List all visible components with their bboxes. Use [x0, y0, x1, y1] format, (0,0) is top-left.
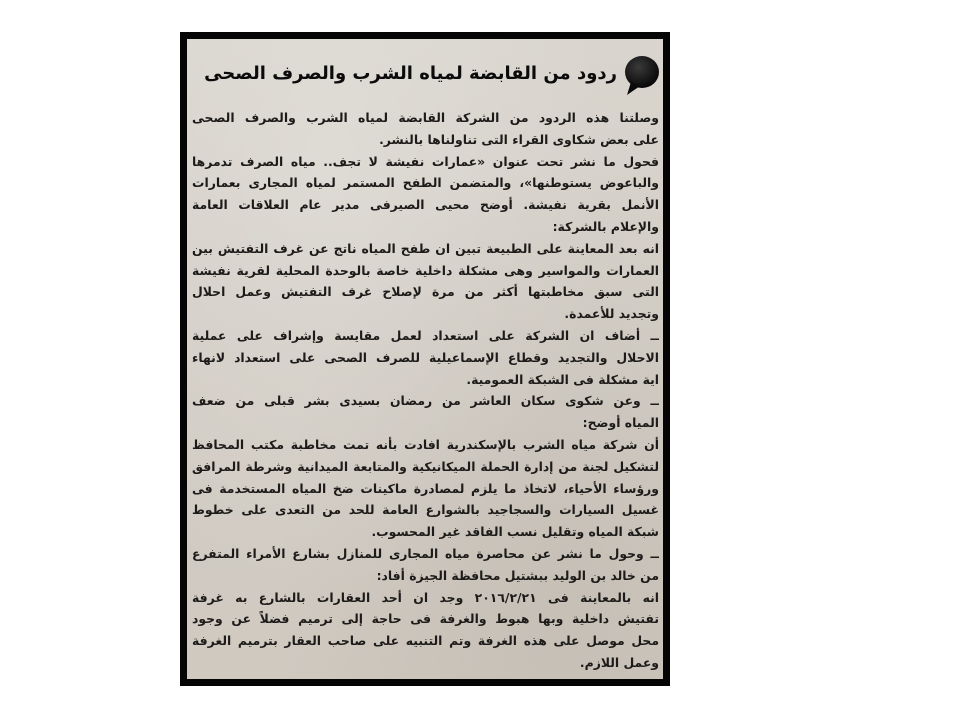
headline: ردود من القابضة لمياه الشرب والصرف الصحى: [204, 63, 617, 84]
speech-bubble-icon: [621, 53, 661, 97]
body-line: [192, 565, 659, 587]
body-line: [192, 347, 659, 369]
body-line: [192, 652, 659, 674]
body-line: [192, 521, 659, 543]
article-body: [192, 107, 659, 674]
body-line: [192, 543, 659, 565]
line-text: أن شركة مياه الشرب بالإسكندرية افادت بأنه تمت مخاطبة مكتب المحافظ: [192, 436, 659, 452]
body-line: [192, 412, 659, 434]
news-clipping: [187, 39, 663, 679]
clipping-frame: [180, 32, 670, 686]
line-text: انه بالمعاينة فى ٢٠١٦/٢/٢١ وجد ان أحد العقارات بالشارع به غرفة: [192, 589, 659, 605]
line-text: وعمل اللازم.: [579, 654, 659, 670]
line-text: الاحلال والتجديد وقطاع الإسماعيلية للصرف الصحى على استعداد لانهاء: [192, 349, 659, 365]
line-text: العمارات والمواسير وهى مشكلة داخلية خاصة بالوحدة المحلية لقرية نفيشة: [192, 262, 659, 278]
line-text: انه بعد المعاينة على الطبيعة تبين ان طفح المياه ناتج عن غرف التفتيش بين: [192, 240, 659, 256]
body-line: [192, 478, 659, 500]
body-line: [192, 260, 659, 282]
body-line: [192, 499, 659, 521]
line-text: الأنمل بقرية نفيشة. أوضح محيى الصيرفى مدير عام العلاقات العامة: [192, 197, 659, 213]
line-text: فحول ما نشر تحت عنوان «عمارات نفيشة لا تجف.. مياه الصرف تدمرها: [192, 153, 659, 169]
line-text: والإعلام بالشركة:: [552, 218, 659, 234]
line-text: ورؤساء الأحياء، لاتخاذ ما يلزم لمصادرة ماكينات ضخ المياه المستخدمة فى: [192, 480, 659, 496]
body-line: [192, 587, 659, 609]
body-line: [192, 238, 659, 260]
line-text: ــ أضاف ان الشركة على استعداد لعمل مقايسة وإشراف على عملية: [192, 327, 659, 343]
line-text: التى سبق مخاطبتها أكثر من مرة لإصلاح غرف التفتيش وعمل احلال: [192, 284, 659, 300]
body-line: [192, 390, 659, 412]
line-text: غسيل السيارات والسجاجيد بالشوارع العامة للحد من التعدى على خطوط: [192, 502, 659, 518]
line-text: ــ وعن شكوى سكان العاشر من رمضان بسيدى بشر قبلى من ضعف: [192, 393, 659, 409]
body-line: [192, 281, 659, 303]
line-text: ــ وحول ما نشر عن محاصرة مياه المجارى للمنازل بشارع الأمراء المتفرع: [192, 545, 659, 561]
body-line: [192, 172, 659, 194]
line-text: المياه أوضح:: [582, 415, 659, 431]
body-line: [192, 630, 659, 652]
body-line: [192, 434, 659, 456]
line-text: وصلتنا هذه الردود من الشركة القابضة لمياه الشرب والصرف الصحى: [192, 110, 659, 125]
body-line: [192, 369, 659, 391]
body-line: [192, 151, 659, 173]
body-line: [192, 456, 659, 478]
line-text: لتشكيل لجنة من إدارة الحملة الميكانيكية والمتابعة الميدانية وشرطة المرافق: [192, 458, 659, 474]
line-text: من خالد بن الوليد ببشتيل محافظة الجيزة أفاد:: [376, 567, 659, 583]
body-line: [192, 216, 659, 238]
line-text: والباعوض يستوطنها»، والمتضمن الطفح المستمر لمياه المجارى بعمارات: [192, 175, 659, 191]
body-line: [192, 303, 659, 325]
line-text: شبكة المياه وتقليل نسب الفاقد غير المحسوب.: [371, 524, 659, 540]
body-line: [192, 194, 659, 216]
body-line: [192, 325, 659, 347]
line-text: اية مشكلة فى الشبكة العمومية.: [466, 371, 659, 387]
line-text: تفتيش داخلية وبها هبوط والغرفة فى حاجة إلى ترميم فضلاً عن وجود: [192, 611, 659, 627]
body-line: [192, 608, 659, 630]
line-text: وتجديد للأعمدة.: [564, 306, 659, 322]
body-line: [192, 107, 659, 129]
line-text: على بعض شكاوى القراء التى تناولناها بالنشر.: [379, 131, 659, 147]
headline-row: [193, 51, 659, 97]
body-line: [192, 129, 659, 151]
line-text: محل موصل على هذه الغرفة وتم التنبيه على صاحب العقار بترميم الغرفة: [192, 633, 659, 649]
